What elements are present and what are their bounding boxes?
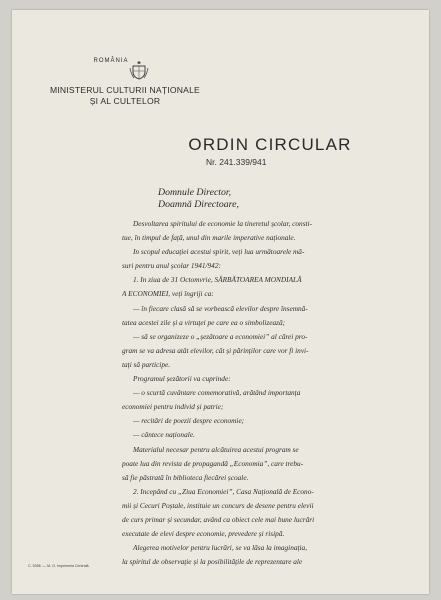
body-line: să fie păstrată în biblioteca fiecărei școale. (122, 472, 249, 482)
body-line: Programul șezătorii va cuprinde: (133, 374, 231, 384)
body-line: executate de elevi despre economie, prevedere și risipă. (122, 529, 285, 539)
body-line: tatea acestei zile și a virtuței pe care ea o simbolizează; (122, 317, 286, 327)
body-line: In scopul educației acestui spirit, veți lua următoarele mă- (133, 247, 305, 257)
body-line: — cântece naționale. (133, 430, 195, 440)
body-line: de curs primar și secundar, având ca obiect cele mai bune lucrări (122, 514, 315, 524)
country-label: ROMÂNIA (93, 58, 129, 64)
body-line: A ECONOMIEI, veți îngriji ca: (122, 289, 214, 299)
salutation-director: Domnule Director, (158, 187, 232, 198)
body-line: tue, în timpul de față, unul din marile imperative naționale. (122, 233, 296, 243)
body-line: Desvoltarea spiritului de economie la tineretul școlar, consti- (133, 219, 313, 228)
body-line: — recitări de poezii despre economie; (133, 416, 245, 426)
document-page (12, 10, 429, 594)
body-line: gram se va adresa atât elevilor, cât și părinților care vor fi invi- (122, 345, 309, 355)
body-line: 2. Incepând cu „Ziua Economiei”, Casa Națională de Econo- (133, 486, 314, 496)
body-line: la spiritul de observație și la posibilitățile de reprezentare ale (122, 557, 303, 567)
body-line: — o scurtă cuvântare comemorativă, arătând importanța (133, 388, 301, 398)
body-line: poate lua din revista de propagandă „Economia”, care trebu- (122, 458, 304, 468)
body-line: Alegerea motivelor pentru lucrări, se va lăsa la imaginația, (133, 543, 308, 553)
body-line: tați să participe. (122, 359, 171, 369)
salutation-directress: Doamnă Directoare, (158, 199, 239, 210)
ministry-name-line1: MINISTERUL CULTURII NAȚIONALE (49, 85, 200, 95)
body-line: Materialul necesar pentru alcătuirea acestui program se (133, 444, 299, 454)
document-number: Nr. 241.339/941 (206, 157, 267, 167)
ministry-header (30, 58, 220, 106)
document-title: ORDIN CIRCULAR (188, 135, 352, 154)
document-body (122, 217, 428, 569)
coat-of-arms-icon (128, 59, 150, 81)
body-line: — să se organizeze o „șezătoare a economiei” al cărei pro- (133, 331, 308, 341)
body-line: mii și Cecuri Poștale, instituie un concurs de desene pentru elevii (122, 500, 314, 510)
body-line: economiei pentru individ și patrie; (122, 402, 224, 412)
body-line: 1. In ziua de 31 Octomvrie, SĂRBĂTOAREA MONDIALĂ (133, 275, 302, 285)
body-line: suri pentru anul școlar 1941/942: (122, 261, 221, 271)
printer-footer: C. 5396. — M. O. Imprimeria Centrală. (28, 564, 90, 568)
body-line: — în fiecare clasă să se vorbească elevilor despre însemnă- (133, 303, 308, 313)
ministry-name-line2: ȘI AL CULTELOR (89, 95, 161, 106)
